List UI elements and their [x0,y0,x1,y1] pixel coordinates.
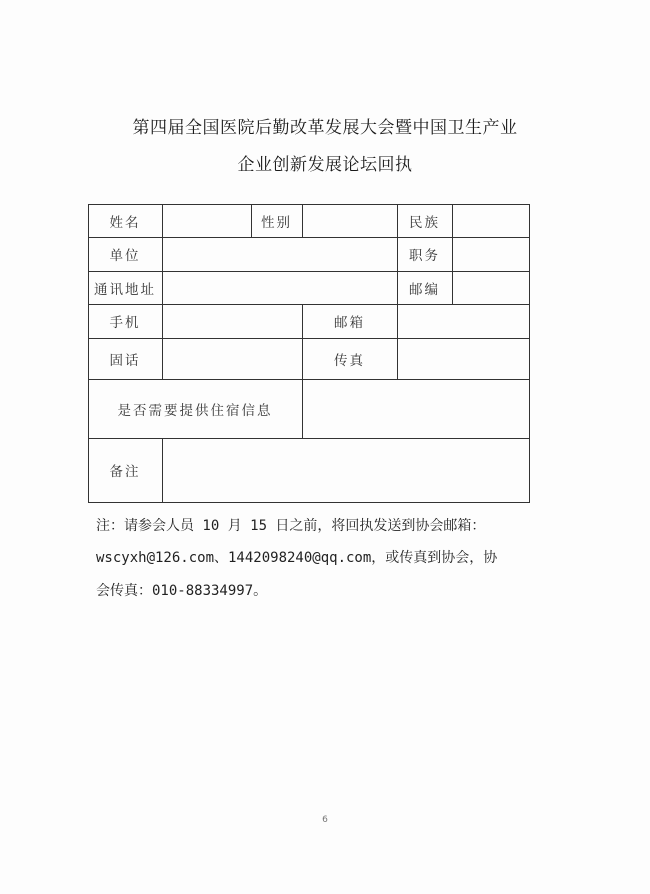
email-field[interactable] [398,305,529,338]
receipt-form-table [88,204,530,503]
page-number: 6 [322,815,328,825]
fax-label: 传真 [334,352,365,369]
postcode-label: 邮编 [409,281,440,298]
unit-label: 单位 [109,248,141,264]
ethnicity-field[interactable] [453,205,529,237]
accommodation-field[interactable] [303,380,529,438]
note-line-3: 会传真：010-88334997。 [96,583,268,599]
position-field[interactable] [453,238,529,271]
gender-label: 性别 [261,214,292,231]
ethnicity-label: 民族 [409,214,440,231]
postcode-field[interactable] [453,272,529,304]
document-title-line-1: 第四届全国医院后勤改革发展大会暨中国卫生产业 [132,118,518,138]
note-line-1: 注：请参会人员 10 月 15 日之前，将回执发送到协会邮箱： [96,518,486,534]
accommodation-label: 是否需要提供住宿信息 [117,402,273,419]
mobile-field[interactable] [163,305,302,338]
position-label: 职务 [409,248,440,264]
mobile-label: 手机 [109,315,141,331]
fax-field[interactable] [398,339,529,379]
note-line-2: wscyxh@126.com、1442098240@qq.com，或传真到协会，协 [96,550,498,566]
address-field[interactable] [163,272,397,304]
phone-field[interactable] [163,339,302,379]
remarks-label: 备注 [109,464,141,480]
name-field[interactable] [163,205,251,237]
email-label: 邮箱 [334,315,365,331]
unit-field[interactable] [163,238,397,271]
address-label: 通讯地址 [94,281,156,298]
remarks-field[interactable] [163,439,529,502]
name-label: 姓名 [109,214,141,231]
phone-label: 固话 [109,352,141,369]
gender-field[interactable] [303,205,397,237]
document-title-line-2: 企业创新发展论坛回执 [237,155,413,175]
